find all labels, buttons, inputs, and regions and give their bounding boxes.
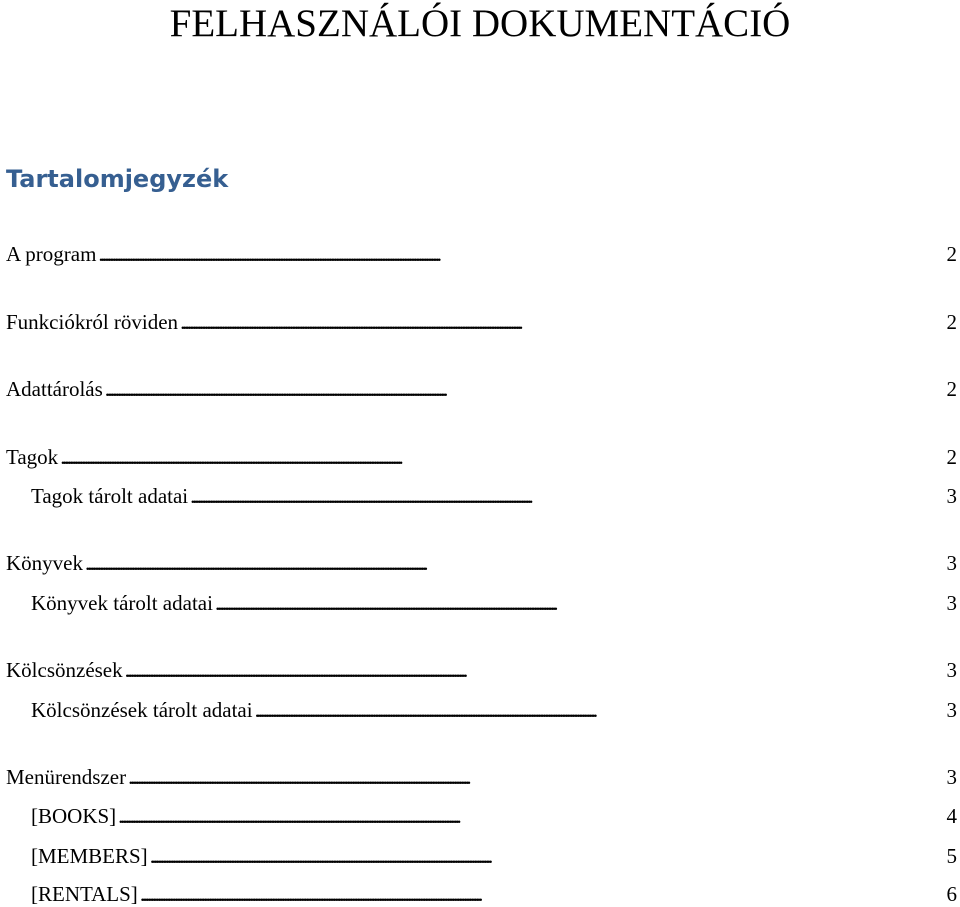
toc-entry-konyvek-tarolt-adatai[interactable] bbox=[31, 590, 960, 616]
toc-entry-label: Tagok bbox=[6, 445, 59, 469]
toc-entry-label: Kölcsönzések bbox=[6, 658, 123, 682]
toc-entry-members[interactable] bbox=[31, 843, 960, 869]
toc-entry-label: [BOOKS] bbox=[31, 804, 117, 828]
toc-entry-tagok[interactable] bbox=[6, 444, 960, 470]
toc-entry-page: 6 bbox=[946, 882, 957, 906]
toc-entry-label: A program bbox=[6, 242, 97, 266]
toc-entry-tagok-tarolt-adatai[interactable] bbox=[31, 483, 960, 509]
toc-entry-page: 3 bbox=[946, 765, 957, 789]
toc-dot-leader bbox=[253, 697, 947, 723]
toc-entry-page: 2 bbox=[946, 377, 957, 401]
toc-entry-kolcsonzesek-tarolt-adatai[interactable] bbox=[31, 697, 960, 723]
toc-dot-leader bbox=[96, 241, 946, 267]
toc-entry-kolcsonzesek[interactable] bbox=[6, 657, 960, 683]
toc-entry-page: 3 bbox=[946, 484, 957, 508]
toc-entry-label: Könyvek tárolt adatai bbox=[31, 591, 213, 615]
toc-entry-page: 2 bbox=[946, 310, 957, 334]
toc-entry-page: 5 bbox=[946, 844, 957, 868]
toc-entry-funkciokrol-roviden[interactable] bbox=[6, 309, 960, 335]
toc-entry-adattarolas[interactable] bbox=[6, 376, 960, 402]
toc-entry-page: 3 bbox=[946, 698, 957, 722]
toc-entry-rentals[interactable] bbox=[31, 881, 960, 907]
toc-dot-leader bbox=[123, 657, 947, 683]
toc-entry-konyvek[interactable] bbox=[6, 550, 960, 576]
toc-entry-label: Adattárolás bbox=[6, 377, 103, 401]
toc-dot-leader bbox=[178, 309, 946, 335]
document-title: FELHASZNÁLÓI DOKUMENTÁCIÓ bbox=[169, 2, 791, 45]
toc-entry-label: Könyvek bbox=[6, 551, 83, 575]
toc-entry-label: Menürendszer bbox=[6, 765, 127, 789]
toc-dot-leader bbox=[213, 590, 947, 616]
toc-entry-page: 4 bbox=[946, 804, 957, 828]
toc-entry-label: Funkciókról röviden bbox=[6, 310, 179, 334]
toc-entry-page: 2 bbox=[946, 242, 957, 266]
toc-dot-leader bbox=[116, 803, 946, 829]
toc-dot-leader bbox=[126, 764, 946, 790]
toc-entry-label: Tagok tárolt adatai bbox=[31, 484, 189, 508]
toc-heading: Tartalomjegyzék bbox=[6, 165, 229, 193]
toc-entry-page: 3 bbox=[946, 591, 957, 615]
toc-dot-leader bbox=[188, 483, 946, 509]
toc-entry-a-program[interactable] bbox=[6, 241, 960, 267]
toc-entry-page: 3 bbox=[946, 658, 957, 682]
toc-entry-page: 2 bbox=[946, 445, 957, 469]
toc-dot-leader bbox=[83, 550, 947, 576]
toc-dot-leader bbox=[138, 881, 947, 907]
toc-entry-books[interactable] bbox=[31, 803, 960, 829]
toc-dot-leader bbox=[148, 843, 947, 869]
toc-entry-menurendszer[interactable] bbox=[6, 764, 960, 790]
toc-entry-label: [MEMBERS] bbox=[31, 844, 148, 868]
toc-entry-page: 3 bbox=[946, 551, 957, 575]
toc-dot-leader bbox=[103, 376, 947, 402]
toc-entry-label: [RENTALS] bbox=[31, 882, 138, 906]
toc-dot-leader bbox=[58, 444, 946, 470]
toc-entry-label: Kölcsönzések tárolt adatai bbox=[31, 698, 253, 722]
